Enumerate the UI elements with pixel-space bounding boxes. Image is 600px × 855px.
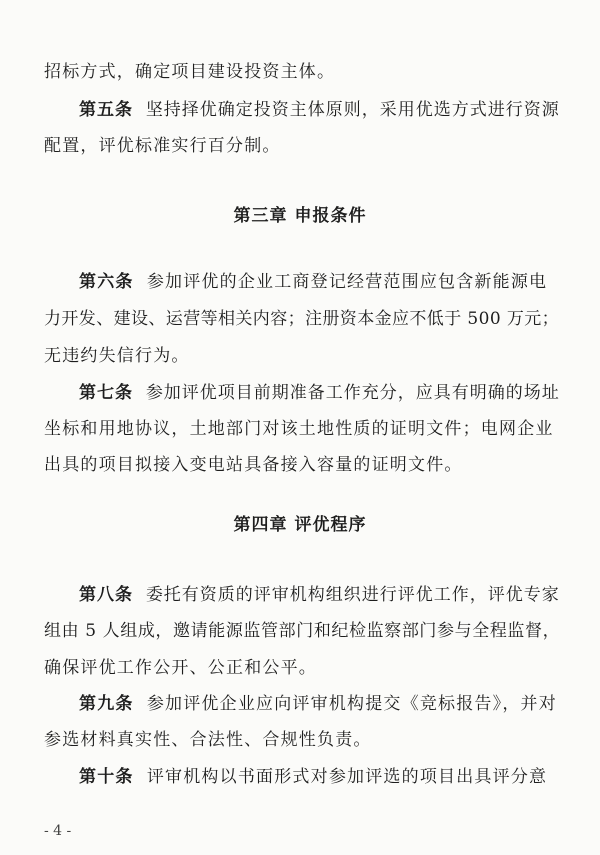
paragraph-line: 招标方式，确定项目建设投资主体。 (44, 62, 336, 82)
paragraph-line: 配置，评优标准实行百分制。 (44, 136, 281, 156)
paragraph-line: 出具的项目拟接入变电站具备接入容量的证明文件。 (44, 455, 463, 475)
page-number: - 4 - (44, 823, 72, 839)
paragraph-line: 确保评优工作公开、公正和公平。 (44, 658, 317, 678)
article-number: 第十条 (79, 767, 134, 787)
article-9: 第九条 参加评优企业应向评审机构提交《竞标报告》，并对 (79, 694, 557, 714)
paragraph-line: 组由 5 人组成，邀请能源监管部门和纪检监察部门参与全程监督， (44, 621, 561, 641)
article-7: 第七条 参加评优项目前期准备工作充分，应具有明确的场址 (79, 383, 560, 403)
paragraph-line: 力开发、建设、运营等相关内容；注册资本金应不低于 500 万元； (44, 309, 560, 329)
article-number: 第六条 (79, 272, 134, 292)
article-number: 第八条 (79, 585, 133, 605)
article-number: 第九条 (79, 694, 134, 714)
article-number: 第七条 (79, 383, 133, 403)
paragraph-line: 坐标和用地协议，土地部门对该土地性质的证明文件；电网企业 (44, 419, 554, 439)
chapter-3-heading: 第三章 申报条件 (233, 206, 367, 226)
article-number: 第五条 (79, 100, 133, 120)
article-5: 第五条 坚持择优确定投资主体原则，采用优选方式进行资源 (79, 100, 560, 120)
article-10: 第十条 评审机构以书面形式对参加评选的项目出具评分意 (79, 767, 548, 787)
chapter-4-heading: 第四章 评优程序 (233, 515, 367, 535)
article-8: 第八条 委托有资质的评审机构组织进行评优工作，评优专家 (79, 585, 560, 605)
article-6: 第六条 参加评优的企业工商登记经营范围应包含新能源电 (79, 272, 548, 292)
paragraph-line: 参选材料真实性、合法性、合规性负责。 (44, 730, 372, 750)
paragraph-line: 无违约失信行为。 (44, 346, 190, 366)
